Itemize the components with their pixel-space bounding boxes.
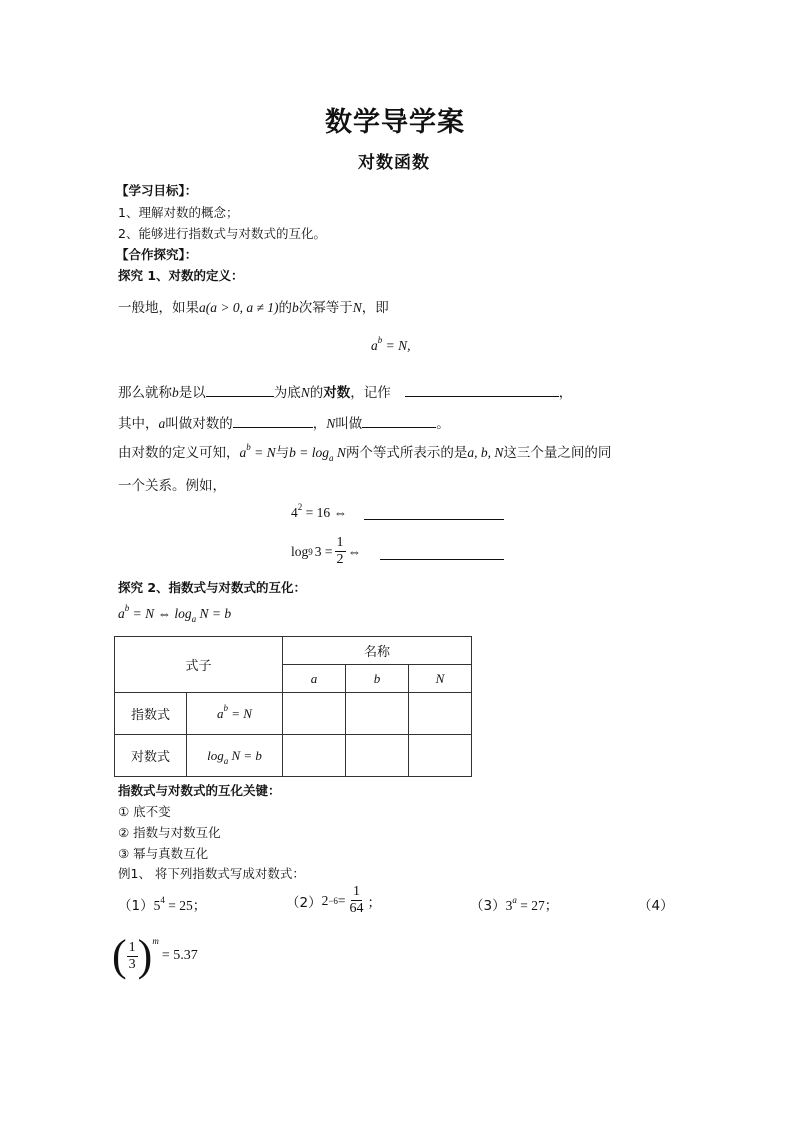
eq-base: a [239, 445, 247, 460]
header-a: a [283, 665, 346, 693]
equivalence-arrow: ⇔ [347, 543, 362, 559]
fraction-denominator: 2 [336, 552, 344, 567]
eq-exponent: a [512, 895, 517, 905]
eq-equals: = [337, 892, 346, 908]
eq-rest: = 16 ⇔ [302, 505, 347, 520]
exercise-4 [112, 931, 198, 980]
where-line [118, 412, 450, 432]
header-b: b [346, 665, 409, 693]
fraction [127, 940, 138, 973]
deduce-text: 两个等式所表示的是 [345, 445, 468, 461]
answer-blank[interactable] [233, 415, 313, 428]
eq-rest: N = b [228, 747, 262, 763]
definition-text: 的 [278, 300, 293, 316]
eq-exponent: b [124, 603, 130, 613]
key-title: 指数式与对数式的互化关键： [118, 783, 281, 798]
explore1-title: 探究 1、对数的定义： [118, 268, 244, 283]
eq-exponent: m [152, 936, 159, 946]
answer-cell[interactable] [283, 735, 346, 777]
explore2-title: 探究 2、指数式与对数式的互化： [118, 580, 307, 595]
eq-base: 4 [291, 505, 298, 520]
eq-rest: = N [250, 445, 276, 460]
deduce-line-2: 一个关系。例如， [118, 478, 226, 494]
right-paren: ) [137, 931, 153, 980]
answer-cell[interactable] [283, 693, 346, 735]
fraction-denominator: 3 [128, 956, 136, 972]
then-text: ， [558, 385, 573, 401]
answer-cell[interactable] [346, 735, 409, 777]
cooperative-header: 【合作探究】： [116, 247, 198, 262]
eq-base: a [118, 606, 125, 621]
exercise-label: （1） [118, 898, 154, 914]
fraction-numerator: 1 [128, 939, 136, 955]
key-point-2: ② 指数与对数互化 [118, 825, 221, 840]
header-formula: 式子 [115, 637, 283, 693]
eq-base: a [217, 705, 224, 721]
eq-rest: = 5.37 [161, 948, 198, 963]
eq-exponent: b [246, 442, 251, 452]
exercise-label: （3） [470, 898, 506, 914]
definition-condition: a(a > 0, a ≠ 1) [199, 300, 279, 315]
eq-end: ； [367, 894, 382, 911]
var-N: N [352, 300, 362, 315]
key-point-1: ① 底不变 [118, 804, 171, 819]
answer-cell[interactable] [409, 735, 472, 777]
then-text: ，记作 [350, 385, 391, 401]
var-a: a [158, 416, 166, 431]
eq-base: 2 [321, 892, 329, 908]
eq-exponent: b [223, 702, 229, 713]
answer-blank[interactable] [380, 547, 504, 560]
eq-log-base: a [329, 453, 334, 463]
deduce-text: 与 [275, 445, 290, 461]
where-text: 叫做对数的 [165, 416, 233, 432]
where-text: 。 [436, 416, 450, 432]
eq-exponent: 4 [160, 895, 165, 905]
page-subtitle: 对数函数 [358, 153, 430, 173]
eq-rest: = 25； [164, 898, 207, 913]
eq-log: b = log [289, 445, 329, 460]
page-title: 数学导学案 [325, 107, 465, 138]
answer-blank[interactable] [206, 384, 274, 397]
eq-log: log [207, 747, 224, 763]
relation-formula [118, 603, 232, 624]
eq-log: log [291, 543, 309, 559]
eq-rest: 3 = [314, 543, 333, 559]
answer-cell[interactable] [346, 693, 409, 735]
definition-text: ，即 [361, 300, 389, 316]
fraction-denominator: 64 [349, 901, 364, 916]
where-text: 其中， [118, 416, 159, 432]
eq-mid: = N ⇔ log [129, 606, 192, 621]
eq-rest: N = b [196, 606, 232, 621]
where-text: 叫做 [335, 416, 363, 432]
answer-blank[interactable] [362, 415, 436, 428]
eq-rest: = N, [382, 338, 411, 353]
exercise-3 [470, 894, 558, 914]
header-name: 名称 [283, 637, 472, 665]
exercise-2: （2） 2 −6 = $\frac{1}{64}$ ； [286, 884, 382, 916]
var-b: b [172, 385, 179, 400]
then-text: 是以 [178, 385, 206, 401]
answer-blank[interactable] [364, 507, 504, 520]
vars: a, b, N [467, 445, 504, 460]
objectives-header: 【学习目标】： [116, 183, 198, 198]
left-paren: ( [112, 931, 127, 980]
term-logarithm: 对数 [323, 385, 351, 401]
eq-base: 3 [505, 898, 513, 913]
eq-base: 5 [153, 898, 161, 913]
example-title: 例1、 将下列指数式写成对数式： [118, 866, 305, 881]
eq-log-base: a [191, 614, 197, 624]
eq-rest: = 27； [516, 898, 559, 913]
exercise-1 [118, 894, 206, 914]
deduce-text: 这三个量之间的同 [503, 445, 612, 461]
row-label-logarithmic: 对数式 [115, 735, 187, 777]
row-label-exponential: 指数式 [115, 693, 187, 735]
deduce-line-1 [118, 441, 611, 461]
then-text: 的 [309, 385, 324, 401]
display-equation [371, 335, 411, 354]
row-formula-logarithmic [187, 735, 283, 777]
var-N: N [300, 385, 310, 400]
conversion-table [114, 636, 472, 777]
var-N: N [326, 416, 336, 431]
definition-line [118, 296, 389, 316]
fraction [335, 535, 346, 568]
eq-rest: = N [228, 705, 252, 721]
key-point-3: ③ 幂与真数互化 [118, 846, 209, 861]
answer-blank[interactable] [405, 384, 559, 397]
example-eq-1 [291, 502, 347, 521]
exercise-4-label: （4） [638, 898, 674, 914]
answer-cell[interactable] [409, 693, 472, 735]
definition-text: 次幂等于 [298, 300, 353, 316]
eq-exponent: b [377, 335, 383, 345]
where-text: ， [312, 416, 327, 432]
header-N: N [409, 665, 472, 693]
exercise-label: （2） [286, 894, 322, 911]
then-text: 那么就称 [118, 385, 172, 401]
eq-exponent: 2 [297, 502, 303, 512]
eq-base: a [371, 338, 378, 353]
eq-rest: N [333, 445, 346, 460]
var-b: b [292, 300, 299, 315]
then-text: 为底 [273, 385, 301, 401]
objective-2: 2、能够进行指数式与对数式的互化。 [118, 226, 326, 241]
example-eq-2: log 9 3 = $\frac{1}{2}$ ⇔ [291, 535, 362, 567]
fraction [348, 884, 366, 917]
fraction-numerator: 1 [353, 884, 361, 899]
deduce-text: 由对数的定义可知， [118, 445, 240, 461]
eq-log-base: a [223, 755, 229, 766]
then-line [118, 381, 572, 401]
row-formula-exponential [187, 693, 283, 735]
objective-1: 1、理解对数的概念； [118, 205, 239, 220]
definition-text: 一般地，如果 [118, 300, 199, 316]
fraction-numerator: 1 [336, 535, 344, 550]
